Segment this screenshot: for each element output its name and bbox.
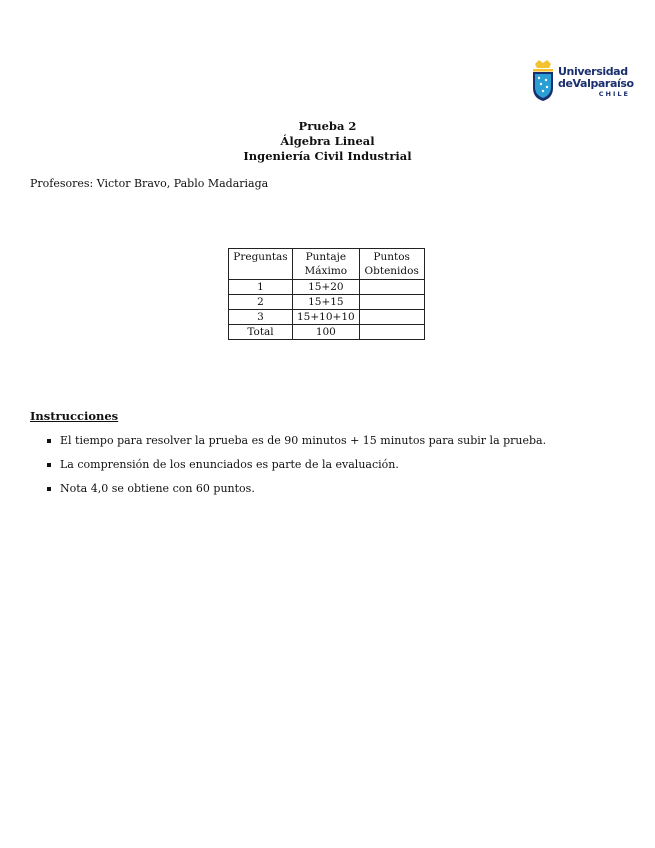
cell-maximo: 15+20 bbox=[293, 280, 360, 295]
table-row bbox=[229, 280, 425, 295]
instructions-title: Instrucciones bbox=[30, 409, 119, 423]
logo-university-text: Universidad bbox=[558, 65, 628, 78]
cell-obtenidos bbox=[359, 325, 424, 340]
list-item bbox=[46, 458, 546, 482]
table-row bbox=[229, 310, 425, 325]
score-table bbox=[228, 248, 425, 340]
header-puntos-obtenidos bbox=[359, 249, 424, 280]
header-preguntas bbox=[229, 249, 293, 280]
list-item-text: La comprensión de los enunciados es parte de la evaluación. bbox=[60, 458, 399, 471]
cell-pregunta: 2 bbox=[229, 295, 293, 310]
list-item-text: El tiempo para resolver la prueba es de 90 minutos + 15 minutos para subir la prueba. bbox=[60, 434, 547, 447]
list-item-text: Nota 4,0 se obtiene con 60 puntos. bbox=[60, 482, 255, 495]
instructions-list bbox=[46, 434, 546, 506]
cell-maximo: 100 bbox=[293, 325, 360, 340]
header-puntaje-maximo bbox=[293, 249, 360, 280]
bullet-icon bbox=[47, 439, 51, 443]
header-maximo-label: Máximo bbox=[304, 265, 348, 277]
header-obtenidos-label: Obtenidos bbox=[364, 265, 419, 277]
university-logo bbox=[530, 58, 634, 104]
exam-header bbox=[0, 119, 655, 164]
course-name: Álgebra Lineal bbox=[280, 134, 375, 148]
cell-obtenidos bbox=[359, 310, 424, 325]
logo-valparaiso-text: deValparaíso bbox=[558, 77, 634, 90]
cell-pregunta: 3 bbox=[229, 310, 293, 325]
list-item bbox=[46, 482, 546, 506]
university-wordmark bbox=[558, 65, 634, 98]
cell-obtenidos bbox=[359, 280, 424, 295]
table-header-row bbox=[229, 249, 425, 280]
list-item bbox=[46, 434, 546, 458]
logo-chile-text: CHILE bbox=[598, 90, 630, 98]
university-shield-icon bbox=[530, 58, 556, 102]
exam-title: Prueba 2 bbox=[298, 119, 357, 133]
program-name: Ingeniería Civil Industrial bbox=[243, 149, 412, 163]
cell-pregunta: Total bbox=[229, 325, 293, 340]
table-row-total bbox=[229, 325, 425, 340]
table-row bbox=[229, 295, 425, 310]
header-puntos-label: Puntos bbox=[373, 251, 410, 263]
cell-maximo: 15+15 bbox=[293, 295, 360, 310]
cell-pregunta: 1 bbox=[229, 280, 293, 295]
bullet-icon bbox=[47, 463, 51, 467]
cell-maximo: 15+10+10 bbox=[293, 310, 360, 325]
bullet-icon bbox=[47, 487, 51, 491]
cell-obtenidos bbox=[359, 295, 424, 310]
header-puntaje-label: Puntaje bbox=[305, 251, 347, 263]
header-preguntas-label: Preguntas bbox=[233, 251, 288, 263]
professors-line: Profesores: Victor Bravo, Pablo Madariaga bbox=[30, 177, 269, 190]
